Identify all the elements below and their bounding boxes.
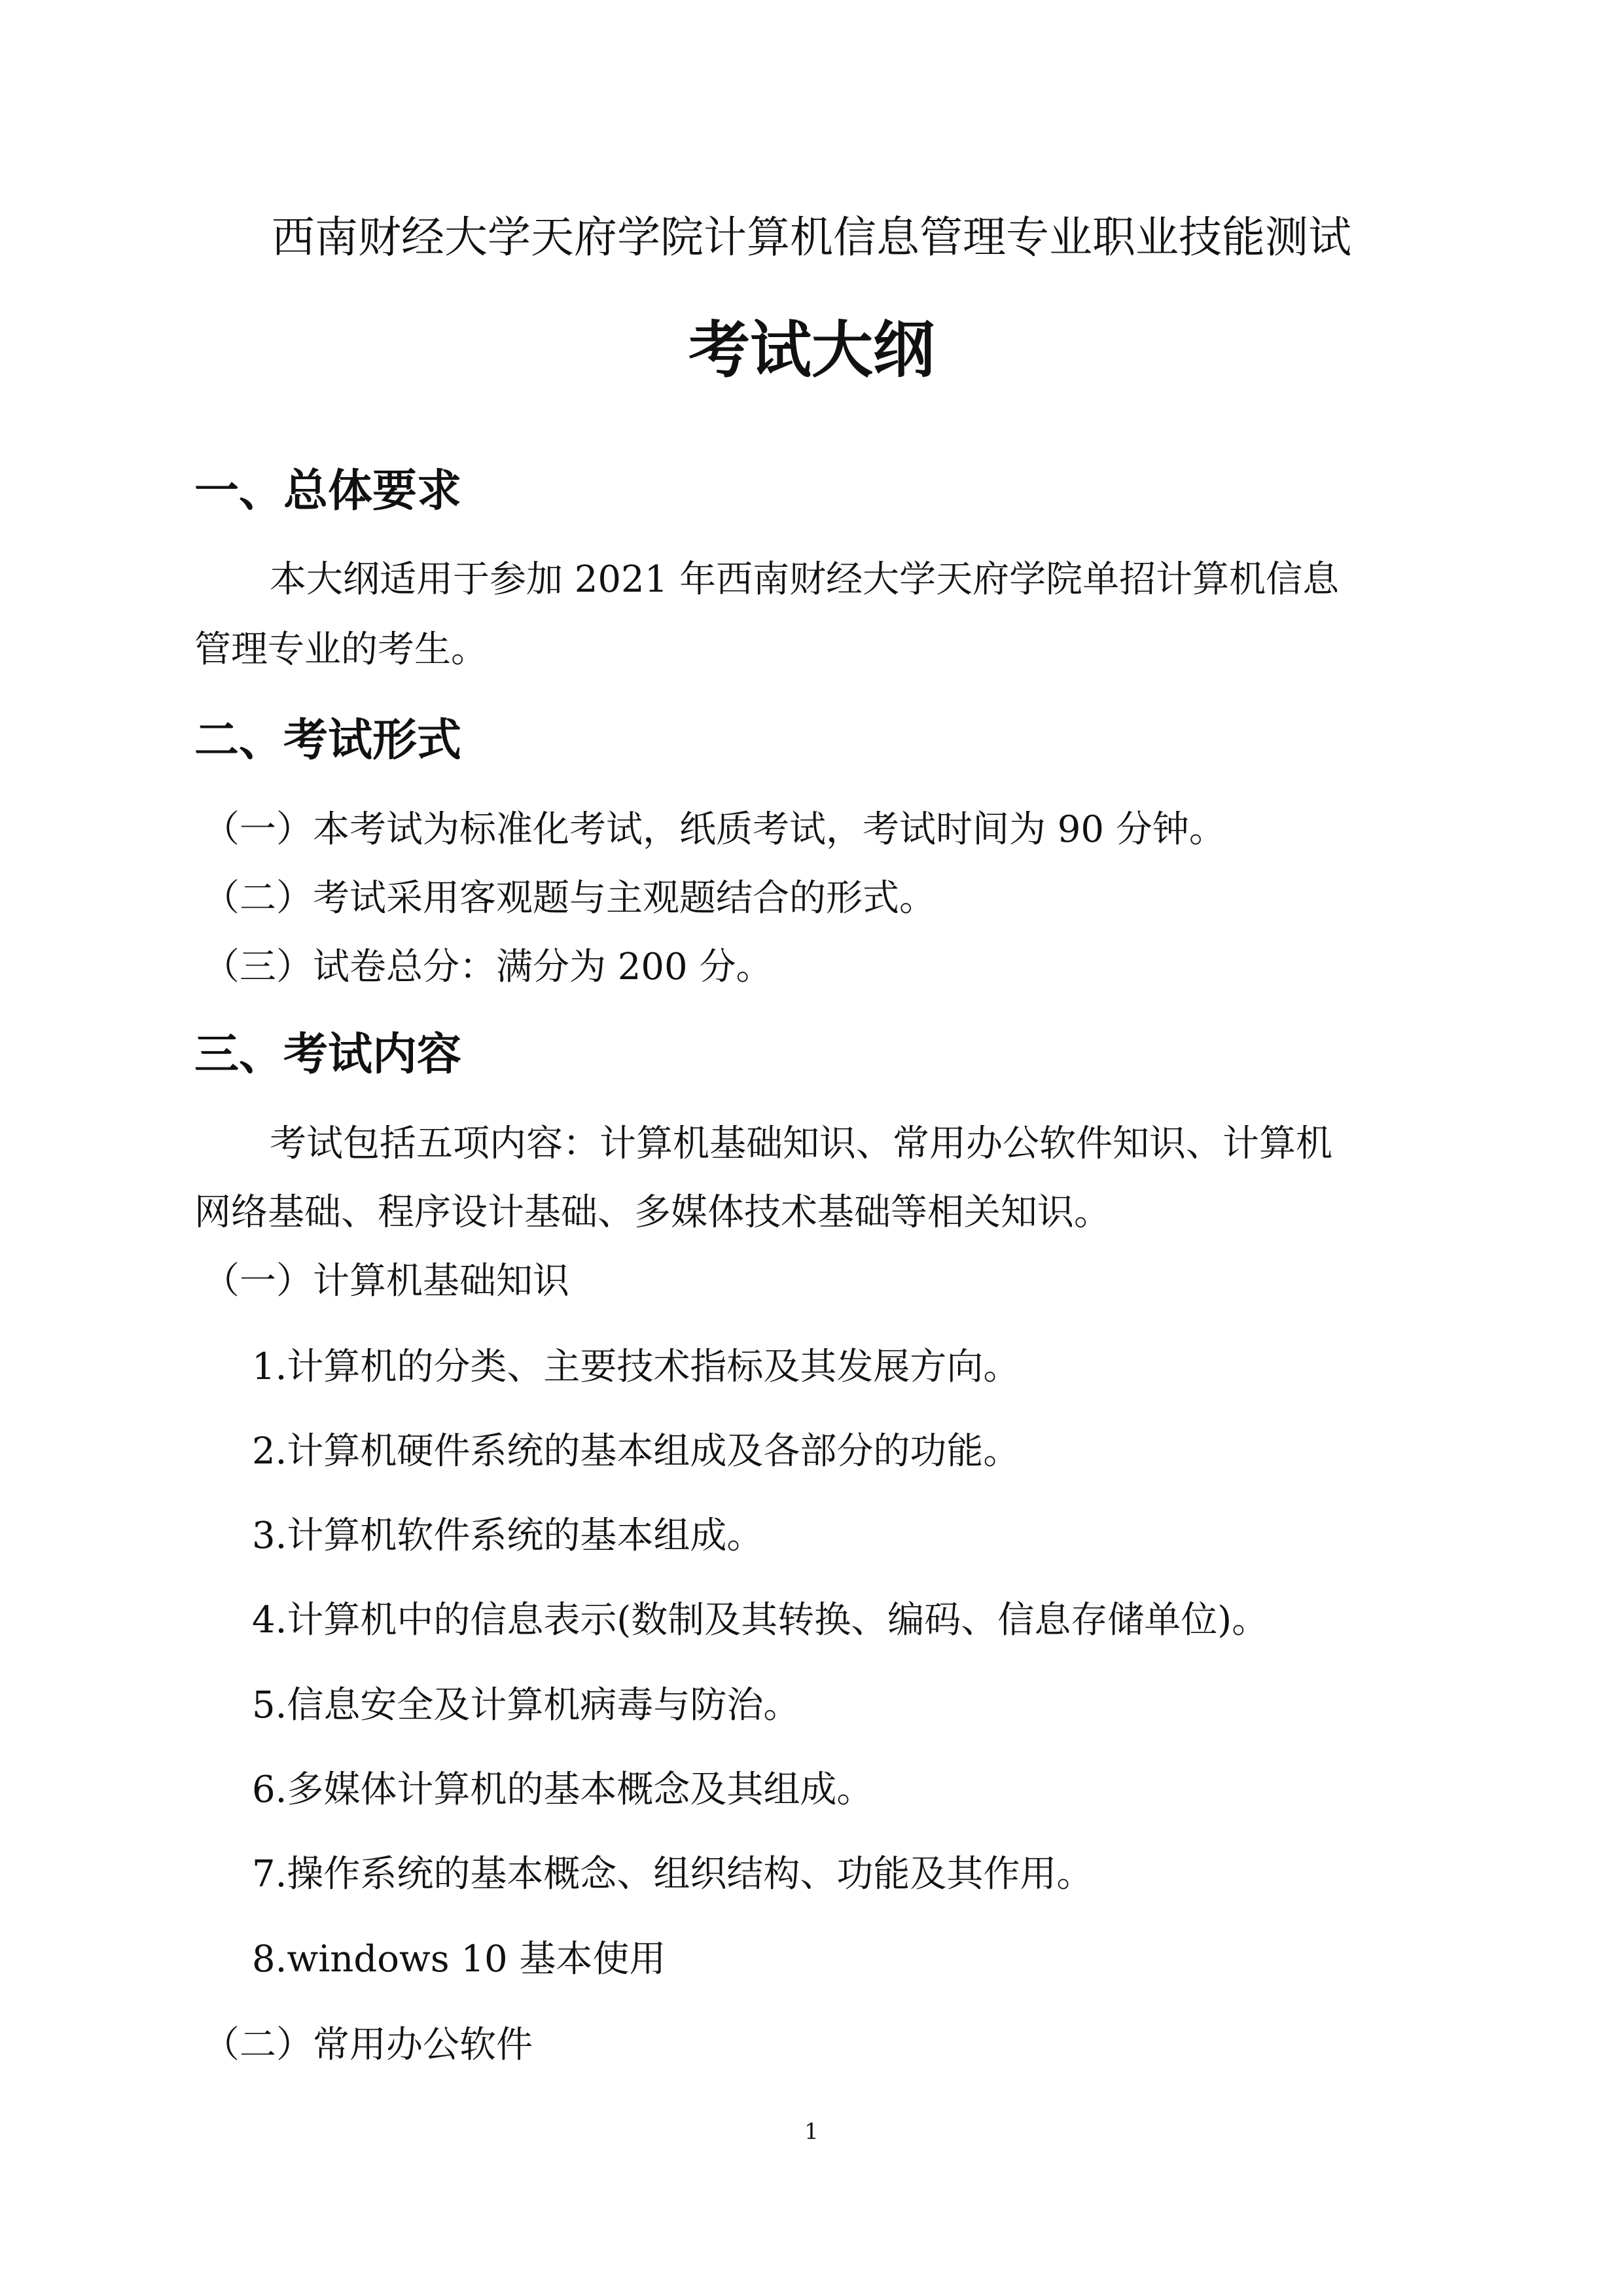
- paragraph-line: 管理专业的考生。: [194, 628, 488, 671]
- paragraph-line: 考试包括五项内容：计算机基础知识、常用办公软件知识、计算机: [270, 1122, 1332, 1165]
- list-item: 3.计算机软件系统的基本组成。: [252, 1515, 764, 1557]
- paragraph-line: 本大纲适用于参加 2021 年西南财经大学天府学院单招计算机信息: [270, 558, 1340, 601]
- section-heading-exam-content: 三、考试内容: [194, 1029, 462, 1081]
- document-subtitle: 西南财经大学天府学院计算机信息管理专业职业技能测试: [272, 212, 1351, 262]
- subsection-heading-computer-basics: （一）计算机基础知识: [203, 1260, 569, 1302]
- list-item: 6.多媒体计算机的基本概念及其组成。: [252, 1768, 874, 1811]
- document-title: 考试大纲: [688, 315, 935, 386]
- paragraph-line: 网络基础、程序设计基础、多媒体技术基础等相关知识。: [194, 1191, 1111, 1234]
- page-number: 1: [804, 2119, 819, 2145]
- list-item: 2.计算机硬件系统的基本组成及各部分的功能。: [252, 1430, 1020, 1473]
- section-heading-exam-format: 二、考试形式: [194, 715, 462, 766]
- list-item: （一）本考试为标准化考试，纸质考试，考试时间为 90 分钟。: [203, 808, 1226, 851]
- subsection-heading-office-software: （二）常用办公软件: [203, 2024, 533, 2066]
- list-item: 7.操作系统的基本概念、组织结构、功能及其作用。: [252, 1853, 1094, 1895]
- list-item: （二）考试采用客观题与主观题结合的形式。: [203, 877, 936, 920]
- list-item: （三）试卷总分：满分为 200 分。: [203, 946, 773, 988]
- list-item: 1.计算机的分类、主要技术指标及其发展方向。: [252, 1346, 1020, 1388]
- list-item: 5.信息安全及计算机病毒与防治。: [252, 1684, 800, 1727]
- list-item: 4.计算机中的信息表示(数制及其转换、编码、信息存储单位)。: [252, 1599, 1269, 1641]
- section-heading-general-requirements: 一、总体要求: [194, 465, 462, 517]
- list-item: 8.windows 10 基本使用: [252, 1938, 666, 1981]
